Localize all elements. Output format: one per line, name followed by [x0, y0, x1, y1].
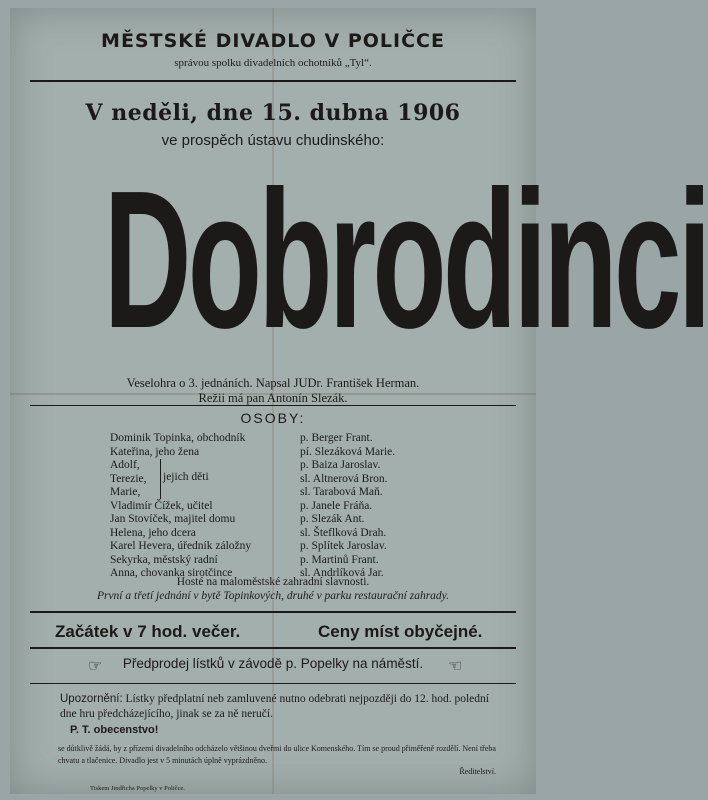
cast-row [0, 540, 546, 554]
role: Dominik Topinka, obchodník [110, 432, 246, 444]
role: Kateřina, jeho žena [110, 445, 200, 458]
benefit-line: ve prospěch ústavu chudinského: [161, 132, 385, 149]
presale-line: Předprodej lístků v závodě p. Popelky na náměstí. [122, 656, 424, 671]
children-bracket [155, 459, 161, 499]
role: Terezie, [110, 472, 147, 485]
notice-lead: Upozornění: [60, 693, 123, 705]
divider [30, 611, 516, 613]
divider [30, 647, 516, 649]
actor: p. Berger Frant. [300, 432, 373, 444]
genre-author [0, 376, 546, 406]
cast-row [0, 513, 546, 527]
role: Adolf, [110, 459, 140, 471]
guests-line: Hosté na maloměstské zahradní slavnosti. [176, 576, 370, 588]
role: Karel Hevera, úředník záložny [110, 540, 252, 552]
date-line: V neděli, dne 15. dubna 1906 [85, 100, 461, 126]
divider [30, 80, 516, 82]
play-title: Dobrodinci [103, 150, 708, 369]
role: Sekyrka, městský radní [110, 553, 218, 566]
role: Vladimír Čížek, učitel [110, 499, 213, 512]
audience-address: P. T. obecenstvo! [70, 724, 159, 736]
cast-row [0, 446, 546, 460]
ticket-prices: Ceny míst obyčejné. [318, 622, 483, 641]
actor: p. Janele Fráňa. [300, 499, 373, 512]
actor: pí. Slezáková Marie. [300, 445, 396, 458]
exit-instructions: se důtklivě žádá, by z přízemí divadelního odcházelo většinou dveřmi do ulice Komenského. Tím se proud přiměřeně rozdělí. Není třeba chvatu a tlačenice. Divadlo jest v 5 minutách úplně vyprázdněno. [58, 744, 496, 765]
cast-row [0, 486, 546, 500]
role: Helena, jeho dcera [110, 526, 196, 539]
notice [60, 692, 506, 722]
role: Marie, [110, 486, 141, 498]
role: Anna, chovanka sirotčince [110, 567, 233, 579]
actor: sl. Andrlíková Jar. [300, 567, 384, 579]
pointing-hand-left-icon: ☜ [448, 658, 463, 675]
actor: sl. Šteflková Drah. [300, 526, 387, 539]
actor: p. Baiza Jaroslav. [300, 459, 381, 471]
children-label: jejich děti [163, 471, 209, 483]
signature: Ředitelství. [459, 767, 496, 776]
divider [30, 405, 516, 406]
start-time: Začátek v 7 hod. večer. [55, 622, 241, 641]
management-line: správou spolku divadelních ochotníků „Tyl“. [174, 57, 372, 69]
genre-author-line: Veselohra o 3. jednáních. Napsal JUDr. František Herman. [126, 376, 420, 390]
actor: p. Martinů Frant. [300, 553, 379, 566]
cast-row [0, 500, 546, 514]
theatre-name: MĚSTSKÉ DIVADLO V POLIČCE [101, 30, 445, 52]
divider [30, 683, 516, 684]
cast-row [0, 459, 546, 473]
director-line: Režii má pan Antonín Slezák. [198, 391, 348, 405]
cast-heading: OSOBY: [240, 410, 306, 426]
cast-list [0, 432, 546, 581]
cast-row [0, 432, 546, 446]
notice-text: Lístky předplatní neb zamluvené nutno odebrati nejpozději do 12. hod. polední dne hru předcházejícího, jinak se za ně neručí. [60, 693, 489, 720]
cast-row [0, 554, 546, 568]
role: Jan Stovíček, majitel domu [110, 513, 236, 525]
cast-row [0, 527, 546, 541]
pointing-hand-right-icon: ☞ [88, 658, 103, 675]
actor: sl. Altnerová Bron. [300, 472, 388, 485]
printer-credit: Tiskem Jindřicha Popelky v Poličce. [90, 785, 185, 792]
actor: sl. Tarabová Maň. [300, 486, 383, 498]
actor: p. Splítek Jaroslav. [300, 540, 387, 552]
scenes-line: První a třetí jednání v bytě Topinkových, druhé v parku restaurační zahrady. [96, 590, 450, 602]
cast-row [0, 473, 546, 487]
actor: p. Slezák Ant. [300, 513, 365, 525]
